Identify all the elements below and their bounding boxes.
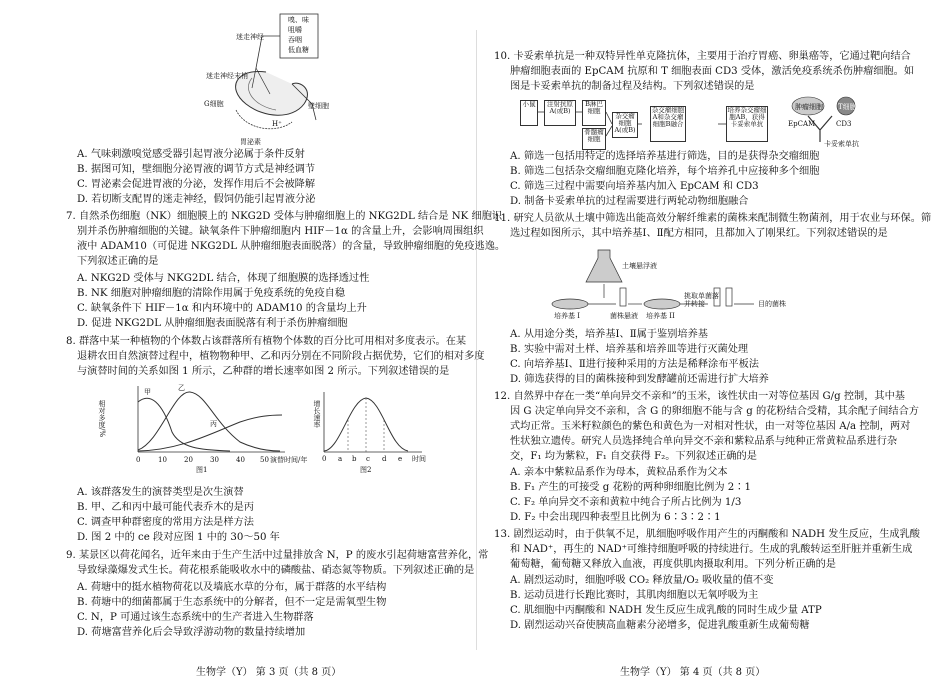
q13-stem-2: 和 NAD⁺，再生的 NAD⁺可维持细胞呼吸的持续进行。生成的乳酸转运至肝脏并重新生成: [510, 544, 913, 555]
q12-stem-4: 性状独立遗传。研究人员选择纯合单向异交不亲和紫粒品系与纯种正常黄粒品系进行杂: [510, 436, 898, 447]
taste-label-4: 低血糖: [288, 46, 309, 54]
q7-option-b: B. NK 细胞对肿瘤细胞的清除作用属于免疫系统的免疫自稳: [77, 288, 346, 299]
q9-option-d: D. 荷塘富营养化后会导致浮游动物的数量持续增加: [77, 627, 306, 638]
fig2-xtick-b: b: [352, 455, 357, 463]
q6-option-d: D. 若切断支配胃的迷走神经，假饲仍能引起胃液分泌: [77, 194, 316, 205]
q10-option-c: C. 筛选三过程中需要向培养基内加入 EpCAM 和 CD3: [510, 181, 759, 192]
left-page-footer: 生物学（Y） 第 3 页（共 8 页）: [196, 667, 342, 678]
q11-target-label: 目的菌株: [758, 300, 786, 308]
q12-option-d: D. F₂ 中会出现四种表型且比例为 6∶3∶2∶1: [510, 512, 721, 523]
q10-hybrid-box: 杂交瘤细胞A(或B): [612, 112, 638, 138]
q10-stem-1: 10. 卡妥索单抗是一种双特异性单克隆抗体，主要用于治疗胃癌、卵巢癌等，它通过靶向结合: [494, 51, 911, 62]
q9-stem-2: 导致绿藻爆发式生长。荷花根系能吸收水中的磷酸盐、硝态氮等物质。下列叙述正确的是: [77, 565, 475, 576]
q13-option-c: C. 肌细胞中丙酮酸和 NADH 发生反应生成乳酸的同时生成少量 ATP: [510, 605, 822, 616]
q13-option-a: A. 剧烈运动时，细胞呼吸 CO₂ 释放量/O₂ 吸收量的值不变: [510, 575, 774, 586]
fig1-series-yi: 乙: [178, 384, 185, 392]
q6-option-c: C. 胃泌素会促进胃液的分泌，发挥作用后不会被降解: [77, 179, 316, 190]
q12-option-c: C. F₂ 单向异交不亲和黄粒中纯合子所占比例为 1/3: [510, 497, 742, 508]
taste-label-2: 咀嚼: [288, 26, 302, 34]
fig2-xtick-a: a: [338, 455, 343, 463]
q8-option-b: B. 甲、乙和丙中最可能代表乔木的是丙: [77, 502, 254, 513]
g-cell-label: G细胞: [204, 100, 224, 108]
q13-option-b: B. 运动员进行长跑比赛时，其肌肉细胞以无氧呼吸为主: [510, 590, 759, 601]
q8-stem-3: 与演替时间的关系如图 1 所示，乙种群的增长速率如图 2 所示。下列叙述错误的是: [77, 366, 450, 377]
vagus-label: 迷走神经: [236, 33, 264, 41]
q11-option-c: C. 向培养基Ⅰ、Ⅱ进行接种采用的方法是稀释涂布平板法: [510, 359, 759, 370]
fig2-xlabel: 时间: [412, 455, 426, 463]
q10-tumor-cell-label: 肿瘤细胞: [795, 103, 823, 111]
q10-inject-box: 注射抗原A(或B): [544, 100, 576, 126]
q11-pick-label: 挑取单菌落并转接: [684, 292, 719, 308]
q8-stem-1: 8. 群落中某一种植物的个体数占该群落所有植物个体数的百分比可用相对多度表示。在某: [66, 336, 467, 347]
q12-stem-3: 式均正常。玉米籽粒颜色的紫色和黄色为一对相对性状，由一对等位基因 A/a 控制，两对: [510, 421, 911, 432]
q7-option-c: C. 缺氧条件下 HIF－1α 和内环境中的 ADAM10 的含量均上升: [77, 303, 367, 314]
q11-soil-label: 土壤悬浮液: [622, 262, 657, 270]
q10-epcam-label: EpCAM: [788, 120, 816, 128]
q10-t-cell-label: T细胞: [838, 103, 857, 111]
fig2-caption: 图2: [360, 466, 372, 474]
right-page-footer: 生物学（Y） 第 4 页（共 8 页）: [620, 667, 766, 678]
q12-stem-5: 交，F₁ 均为紫粒，F₁ 自交获得 F₂。下列叙述正确的是: [510, 451, 757, 462]
q7-stem-4: 下列叙述正确的是: [77, 256, 159, 267]
gastrin-label: 胃泌素: [240, 138, 261, 146]
q13-stem-1: 13. 剧烈运动时，由于供氧不足，肌细胞呼吸作用产生的丙酮酸和 NADH 发生反应，生成乳酸: [494, 529, 920, 540]
fig2-ylabel: 增长速率: [313, 400, 321, 428]
q8-option-a: A. 该群落发生的演替类型是次生演替: [77, 487, 244, 498]
q11-stem-1: 11. 研究人员欲从土壤中筛选出能高效分解纤维素的菌株来配制微生物菌剂，用于农业与环保。筛: [494, 213, 932, 224]
q12-stem-1: 12. 自然界中存在一类“单向异交不亲和”的玉米，该性状由一对等位基因 G/g 控制，其中基: [494, 391, 905, 402]
q7-option-d: D. 促进 NKG2DL 从肿瘤细胞表面脱落有利于杀伤肿瘤细胞: [77, 318, 348, 329]
q10-hybrid-fusion-box: 杂交瘤细胞A和杂交瘤细胞B融合: [650, 106, 686, 142]
q10-stem-2: 肿瘤细胞表面的 EpCAM 抗原和 T 细胞表面 CD3 受体，激活免疫系统杀伤肿瘤细胞。如: [510, 66, 915, 77]
parietal-cell-label: 壁细胞: [308, 102, 329, 110]
q6-option-b: B. 据图可知，壁细胞分泌胃液的调节方式是神经调节: [77, 164, 316, 175]
q11-screening-diagram: [550, 244, 820, 324]
q11-colony-label: 菌株悬液: [610, 312, 638, 320]
fig1-series-jia: 甲: [144, 388, 151, 396]
q11-option-b: B. 实验中需对土样、培养基和培养皿等进行灭菌处理: [510, 344, 749, 355]
q11-option-a: A. 从用途分类，培养基Ⅰ、Ⅱ属于鉴别培养基: [510, 329, 708, 340]
fig2-xtick-c: c: [366, 455, 370, 463]
q11-medium1-label: 培养基 I: [554, 312, 580, 320]
q11-medium2-label: 培养基 II: [646, 312, 675, 320]
q7-stem-2: 别并杀伤肿瘤细胞的关键。缺氧条件下肿瘤细胞内 HIF－1α 的含量上升，会影响周围组织: [77, 226, 484, 237]
right-page: [490, 0, 950, 688]
fig2-xtick-d: d: [382, 455, 387, 463]
hcl-label: H⁺: [272, 120, 282, 128]
q10-cd3-label: CD3: [836, 120, 852, 128]
q8-option-d: D. 图 2 中的 ce 段对应图 1 中的 30～50 年: [77, 532, 280, 543]
fig2-xtick-0: 0: [322, 455, 327, 463]
q9-stem-1: 9. 某景区以荷花闻名，近年来由于生产生活中过量排放含 N，P 的废水引起荷塘富营养化，常: [66, 550, 489, 561]
fig1-xtick-10: 10: [158, 456, 167, 464]
vagus-endings-label: 迷走神经末梢: [206, 72, 248, 80]
fig1-xtick-50: 50: [260, 456, 269, 464]
fig1-xtick-20: 20: [184, 456, 193, 464]
q8-stem-2: 退耕农田自然演替过程中，植物物种甲、乙和丙分别在不同阶段占据优势，它们的相对多度: [77, 351, 485, 362]
taste-label-3: 吞咽: [288, 36, 302, 44]
fig1-ylabel: 相对多度/%: [98, 400, 106, 438]
q10-mouse-box: 小鼠: [520, 100, 538, 126]
fig1-xtick-40: 40: [236, 456, 245, 464]
q12-stem-2: 因 G 决定单向异交不亲和，含 G 的卵细胞不能与含 g 的花粉结合受精，其余配子间结合方: [510, 406, 919, 417]
q10-option-d: D. 制备卡妥索单抗的过程需要进行两轮动物细胞融合: [510, 196, 749, 207]
q8-option-c: C. 调查甲种群密度的常用方法是样方法: [77, 517, 254, 528]
q13-stem-3: 葡萄糖，葡萄糖又释放入血液，再度供肌肉摄取利用。下列分析正确的是: [510, 559, 836, 570]
q10-bcell-box: B淋巴细胞: [582, 100, 606, 126]
q12-option-b: B. F₁ 产生的可接受 g 花粉的两种卵细胞比例为 2∶1: [510, 482, 751, 493]
fig1-xtick-30: 30: [210, 456, 219, 464]
taste-label-1: 嗅、味: [288, 16, 309, 24]
fig1-xlabel: 演替时间/年: [270, 456, 308, 464]
q7-stem-3: 液中 ADAM10（可促进 NKG2DL 从肿瘤细胞表面脱落）的含量，导致肿瘤细胞的免疫逃逸。: [77, 241, 506, 252]
q10-myeloma-box: 骨髓瘤细胞: [582, 128, 606, 150]
q13-option-d: D. 剧烈运动兴奋使胰高血糖素分泌增多，促进乳酸重新生成葡萄糖: [510, 620, 810, 631]
q10-option-b: B. 筛选二包括杂交瘤细胞克隆化培养，每个培养孔中应接种多个细胞: [510, 166, 820, 177]
q7-option-a: A. NKG2D 受体与 NKG2DL 结合，体现了细胞膜的选择透过性: [77, 273, 370, 284]
q11-option-d: D. 筛选获得的目的菌株接种到发酵罐前还需进行扩大培养: [510, 374, 769, 385]
fig1-series-bing: 丙: [210, 420, 217, 428]
q9-option-a: A. 荷塘中的挺水植物荷花以及墙底水草的分布，属于群落的水平结构: [77, 582, 387, 593]
q12-option-a: A. 亲本中紫粒品系作为母本，黄粒品系作为父本: [510, 467, 728, 478]
q11-stem-2: 选过程如图所示，其中培养基Ⅰ、Ⅱ配方相同，且都加入了刚果红。下列叙述错误的是: [510, 228, 888, 239]
q10-option-a: A. 筛选一包括用特定的选择培养基进行筛选，目的是获得杂交瘤细胞: [510, 151, 820, 162]
q7-stem-1: 7. 自然杀伤细胞（NK）细胞膜上的 NKG2D 受体与肿瘤细胞上的 NKG2DL 结合是 NK 细胞识: [66, 211, 503, 222]
q9-option-b: B. 荷塘中的细菌都属于生态系统中的分解者，但不一定是需氧型生物: [77, 597, 387, 608]
q10-stem-3: 图是卡妥索单抗的制备过程及结构。下列叙述错误的是: [510, 81, 755, 92]
q6-option-a: A. 气味刺激嗅觉感受器引起胃液分泌属于条件反射: [77, 149, 305, 160]
q9-option-c: C. N，P 可通过该生态系统中的生产者进入生物群落: [77, 612, 314, 623]
fig1-xtick-0: 0: [136, 456, 141, 464]
fig2-xtick-e: e: [398, 455, 403, 463]
fig1-caption: 图1: [196, 466, 208, 474]
q10-antibody-label: 卡妥索单抗: [824, 140, 859, 148]
q10-culture-box: 培养杂交瘤细胞AB，获得卡妥索单抗: [726, 106, 768, 142]
